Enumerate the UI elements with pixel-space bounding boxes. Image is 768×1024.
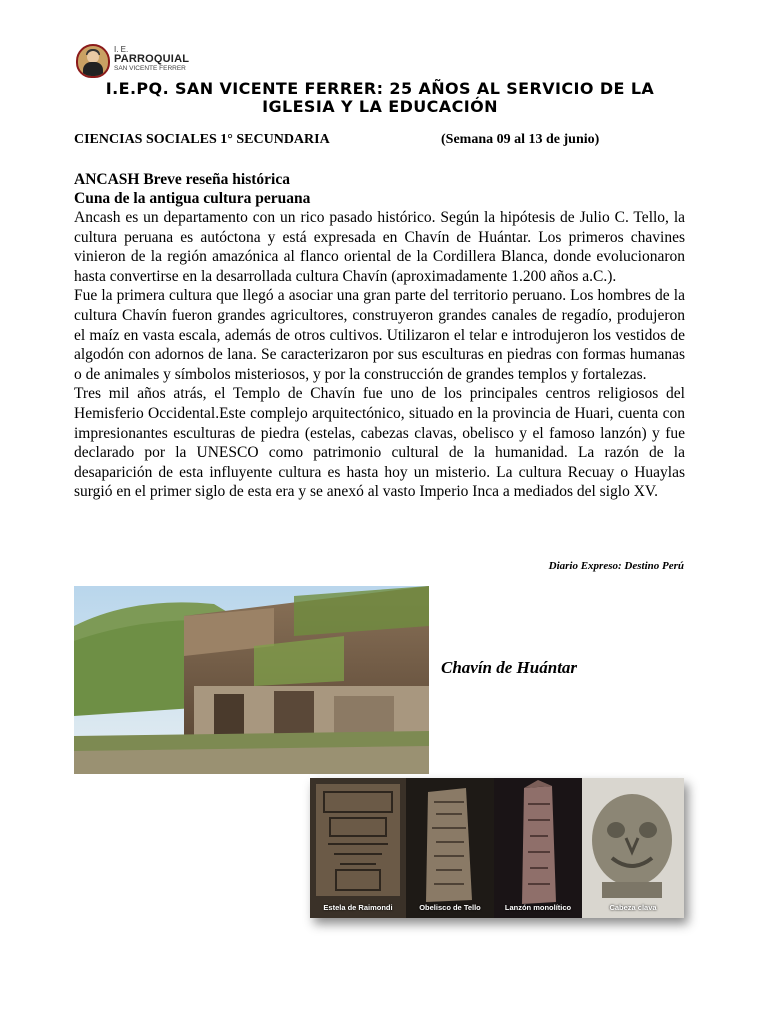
sculpture-panel: [310, 778, 406, 918]
article-headings: [74, 170, 310, 208]
article-paragraph: Ancash es un departamento con un rico pasado histórico. Según la hipótesis de Julio C. Tello, la cultura peruana es autóctona y está expresada en Chavín de Huántar. Los primeros chavines vinieron de la región amazónica al flanco oriental de la Cordillera Blanca, donde evolucionaron hasta convertirse en la desarrollada cultura Chavín (aproximadamente 1.200 años a.C.).: [74, 209, 685, 285]
chavin-temple-photo: [74, 586, 429, 774]
logo-line-1: I. E.: [114, 45, 129, 54]
sculpture-panel: [406, 778, 494, 918]
course-subject: CIENCIAS SOCIALES 1° SECUNDARIA: [74, 132, 330, 147]
course-week: (Semana 09 al 13 de junio): [441, 132, 600, 147]
temple-caption: Chavín de Huántar: [441, 658, 578, 677]
chavin-sculptures-photo: [310, 778, 684, 918]
article-source: Diario Expreso: Destino Perú: [548, 560, 684, 572]
document-title: I.E.PQ. SAN VICENTE FERRER: 25 AÑOS AL SERVICIO DE LA IGLESIA Y LA EDUCACIÓN: [105, 79, 655, 116]
article-subheading: Cuna de la antigua cultura peruana: [74, 190, 311, 207]
sculpture-label: Estela de Raimondi: [323, 903, 393, 912]
sculpture-panel: [494, 778, 582, 918]
school-logo: [76, 44, 196, 80]
school-crest-icon: [76, 44, 110, 78]
logo-line-3: SAN VICENTE FERRER: [114, 64, 186, 72]
article-paragraph: Tres mil años atrás, el Templo de Chavín fue uno de los principales centros religiosos del Hemisferio Occidental.Este complejo arquitectónico, situado en la provincia de Huari, cuenta con impresionantes esculturas de piedra (estelas, cabezas clavas, obelisco y el famoso lanzón) y fue declarado por la UNESCO como patrimonio cultural de la humanidad. La razón de la desaparición de esta influyente cultura es hasta hoy un misterio. La cultura Recuay o Huaylas surgió en el primer siglo de esta era y se anexó al vasto Imperio Inca a mediados del siglo XV.: [74, 385, 685, 501]
sculpture-label: Lanzón monolítico: [504, 903, 572, 912]
sculpture-panel: [582, 778, 684, 918]
article-paragraph: Fue la primera cultura que llegó a asociar una gran parte del territorio peruano. Los hombres de la cultura Chavín fueron grandes agricultores, construyeron grandes canales de regadío, produjeron el maíz en vasta escala, además de otros cultivos. Utilizaron el telar e introdujeron los vestidos de algodón con adornos de lana. Se caracterizaron por sus esculturas en piedras con formas humanas o de animales y símbolos misteriosos, y por la construcción de grandes templos y fortalezas.: [74, 287, 685, 383]
sculpture-label: Cabeza clava: [609, 903, 657, 912]
article-body: [74, 208, 685, 502]
logo-text: [114, 46, 189, 73]
article-heading: ANCASH Breve reseña histórica: [74, 171, 290, 188]
logo-line-2: PARROQUIAL: [114, 53, 190, 66]
sculpture-label: Obelisco de Tello: [419, 903, 481, 912]
